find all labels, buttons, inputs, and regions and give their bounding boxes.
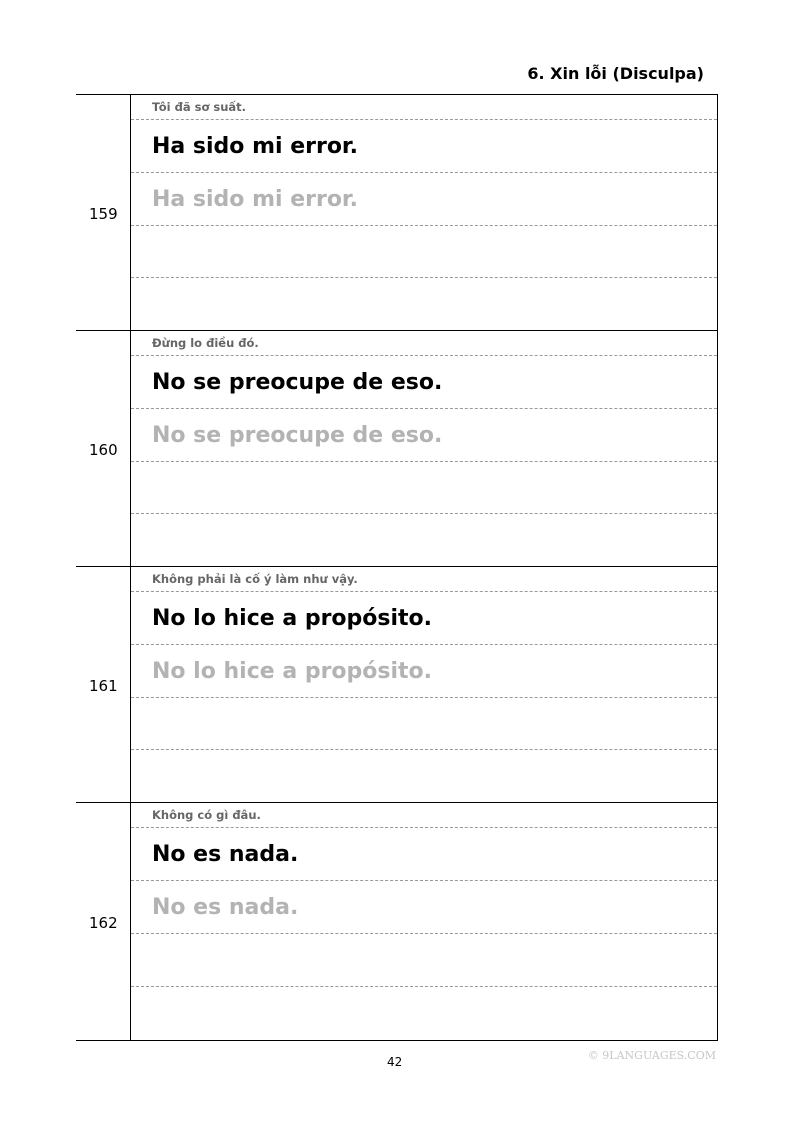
trace-sentence: No es nada. (131, 881, 717, 934)
page-number: 42 (387, 1055, 403, 1069)
writing-lines (131, 803, 717, 1040)
practice-sheet (76, 94, 718, 1041)
trace-sentence: No se preocupe de eso. (131, 409, 717, 462)
blank-writing-line (131, 934, 717, 987)
blank-writing-line (131, 462, 717, 514)
model-sentence: No es nada. (131, 828, 717, 881)
model-sentence: Ha sido mi error. (131, 120, 717, 173)
blank-writing-line (131, 226, 717, 278)
blank-writing-line (131, 514, 717, 566)
trace-sentence: No lo hice a propósito. (131, 645, 717, 698)
entry-number: 159 (76, 95, 131, 330)
blank-writing-line (131, 987, 717, 1040)
practice-entry (76, 803, 717, 1041)
blank-writing-line (131, 278, 717, 330)
writing-lines (131, 331, 717, 566)
entry-number: 162 (76, 803, 131, 1040)
practice-entry (76, 331, 717, 567)
practice-entry (76, 95, 717, 331)
translation-hint: Không phải là cố ý làm như vậy. (131, 567, 717, 592)
entry-number: 160 (76, 331, 131, 566)
translation-hint: Không có gì đâu. (131, 803, 717, 828)
writing-lines (131, 95, 717, 330)
model-sentence: No lo hice a propósito. (131, 592, 717, 645)
model-sentence: No se preocupe de eso. (131, 356, 717, 409)
writing-lines (131, 567, 717, 802)
copyright-notice: © 9LANGUAGES.COM (587, 1049, 716, 1062)
page-title: 6. Xin lỗi (Disculpa) (527, 64, 704, 83)
practice-entry (76, 567, 717, 803)
translation-hint: Đừng lo điều đó. (131, 331, 717, 356)
blank-writing-line (131, 750, 717, 802)
blank-writing-line (131, 698, 717, 750)
entry-number: 161 (76, 567, 131, 802)
translation-hint: Tôi đã sơ suất. (131, 95, 717, 120)
trace-sentence: Ha sido mi error. (131, 173, 717, 226)
